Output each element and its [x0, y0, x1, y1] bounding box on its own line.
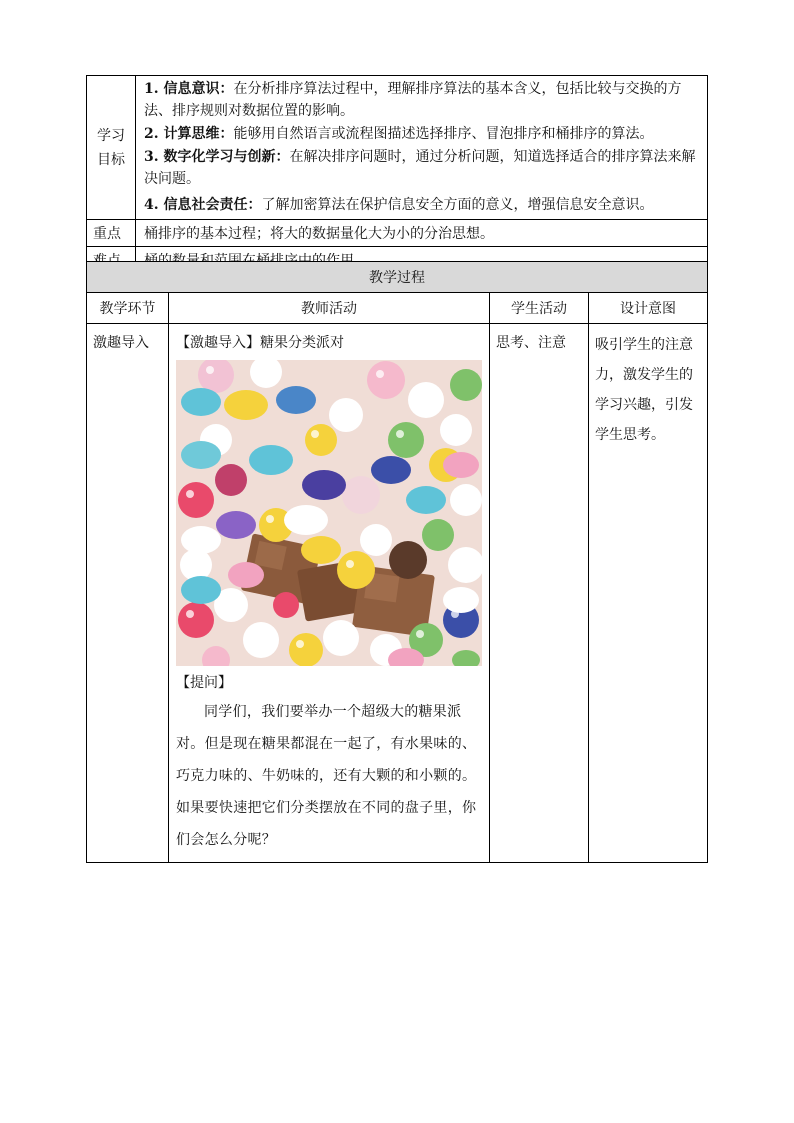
- process-title: 教学过程: [87, 262, 708, 293]
- objective-title: 3. 数字化学习与创新：: [144, 149, 290, 165]
- stage-cell: 激趣导入: [87, 324, 169, 863]
- candy-photo: [176, 360, 482, 666]
- question-title: 【提问】: [176, 675, 232, 691]
- objective-item: [144, 194, 701, 216]
- student-activity-cell: 思考、注意: [490, 324, 589, 863]
- key-point-label: 重点: [87, 220, 136, 247]
- candy-photo-svg: [176, 360, 482, 666]
- objectives-label-line2: 目标: [97, 151, 125, 168]
- objective-title: 2. 计算思维：: [144, 126, 234, 142]
- question-text: 同学们，我们要举办一个超级大的糖果派对。但是现在糖果都混在一起了，有水果味的、巧克力味的、牛奶味的，还有大颗的和小颗的。如果要快速把它们分类摆放在不同的盘子里，你们会怎么分呢？: [176, 704, 477, 848]
- objective-text: 了解加密算法在保护信息安全方面的意义，增强信息安全意识。: [261, 197, 654, 213]
- teacher-heading: 【激趣导入】糖果分类派对: [176, 335, 344, 351]
- objective-item: [144, 123, 701, 145]
- teacher-activity-cell: [169, 324, 490, 863]
- objective-text: 在分析排序算法过程中，理解排序算法的基本含义，包括比较与交换的方法、排序规则对数据位置的影响。: [144, 81, 682, 119]
- objectives-label: [87, 76, 136, 220]
- objective-item: [144, 78, 701, 122]
- column-header-design: 设计意图: [589, 293, 708, 324]
- objective-title: 1. 信息意识：: [144, 81, 234, 97]
- column-header-student: 学生活动: [490, 293, 589, 324]
- objective-text: 在解决排序问题时，通过分析问题，知道选择适合的排序算法来解决问题。: [144, 149, 696, 187]
- key-point-text: 桶排序的基本过程；将大的数据量化大为小的分治思想。: [136, 220, 708, 247]
- column-header-stage: 教学环节: [87, 293, 169, 324]
- objective-text: 能够用自然语言或流程图描述选择排序、冒泡排序和桶排序的算法。: [233, 126, 654, 142]
- objective-title: 4. 信息社会责任：: [144, 197, 262, 213]
- objective-item: [144, 146, 701, 190]
- process-table: [86, 261, 708, 863]
- column-header-teacher: 教师活动: [169, 293, 490, 324]
- objectives-label-line1: 学习: [97, 127, 125, 144]
- objectives-table: [86, 75, 708, 274]
- design-intent-cell: 吸引学生的注意力，激发学生的学习兴趣，引发学生思考。: [589, 324, 708, 863]
- objectives-list: [136, 76, 708, 220]
